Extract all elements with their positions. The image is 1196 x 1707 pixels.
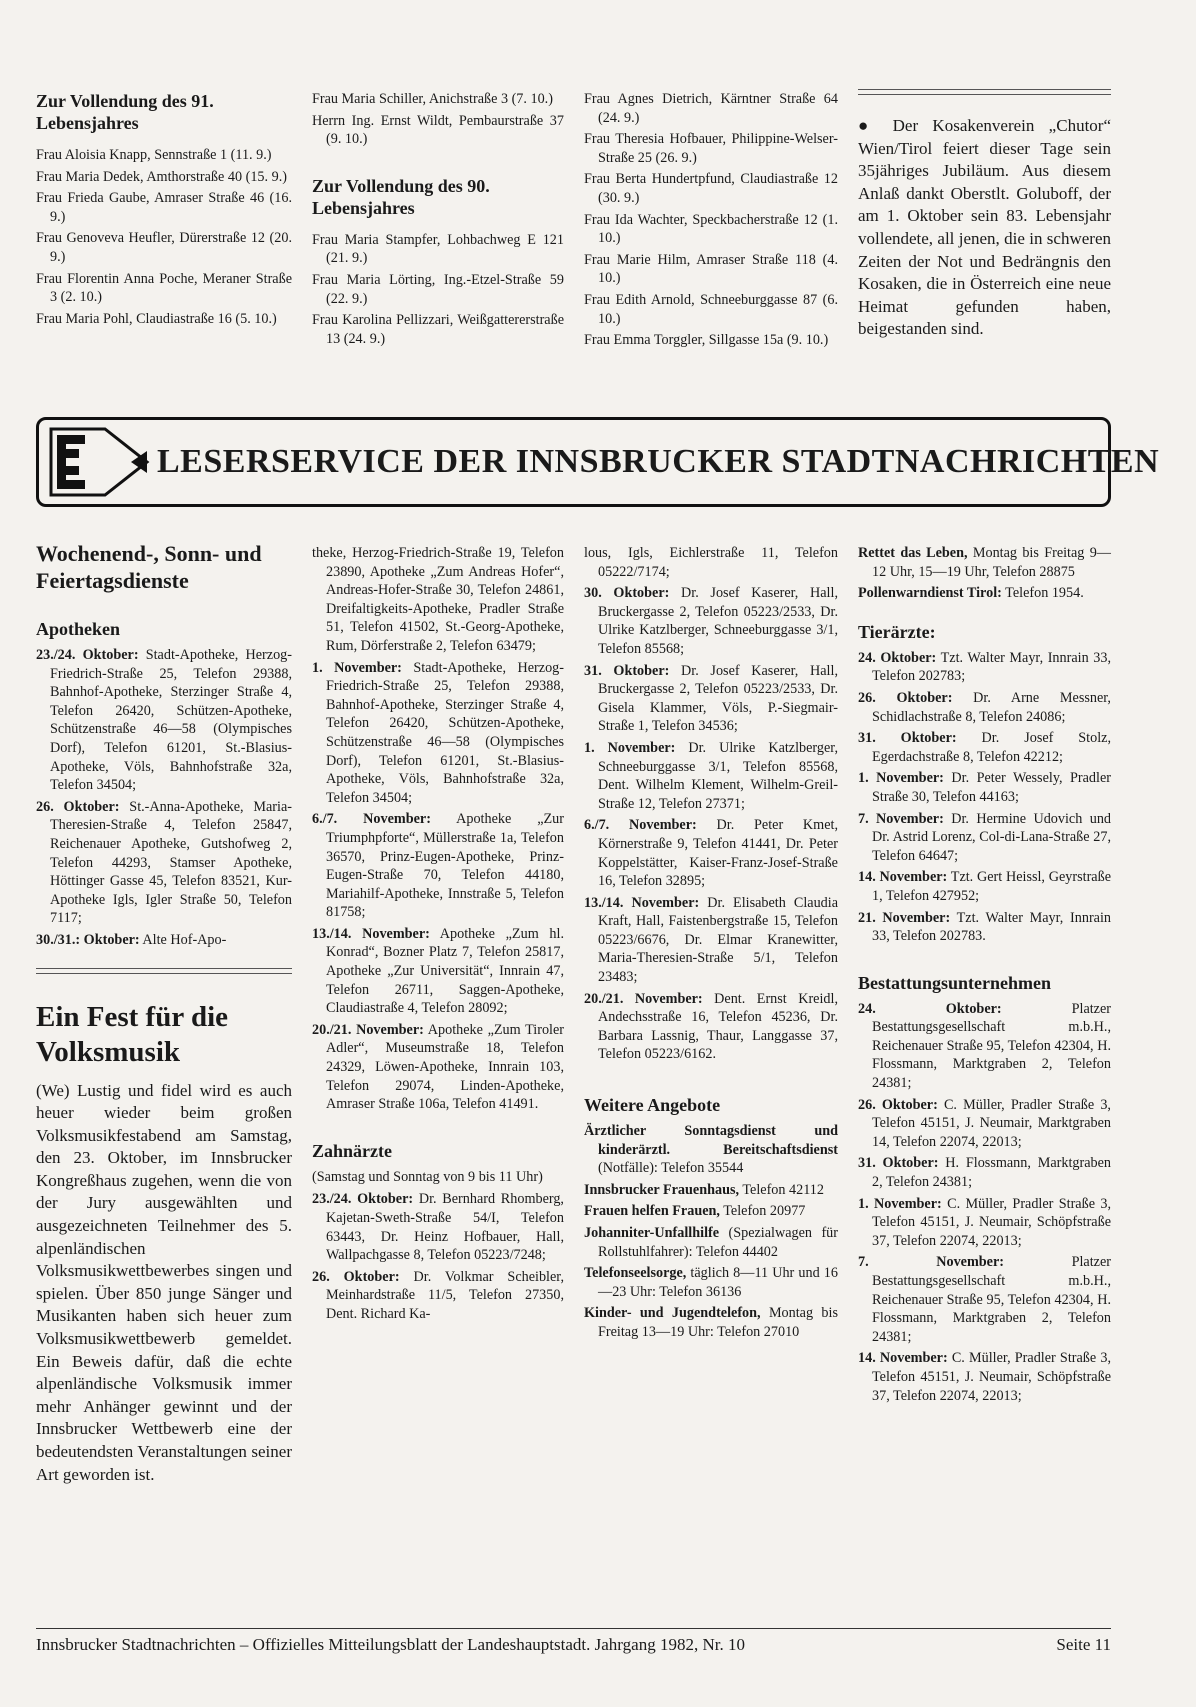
entry-lead: 24. Oktober: (858, 649, 937, 666)
list-item: Frau Karolina Pellizzari, Weißgattererstraße 13 (24. 9.) (312, 312, 564, 347)
list-90 (312, 231, 564, 349)
list-item (858, 584, 1111, 603)
entry-text: Stadt-Apotheke, Herzog-Friedrich-Straße 25, Telefon 29388, Bahnhof-Apotheke, Sterzinger Straße 4, Telefon 26420, Schützen-Apotheke, Schützenstraße 46—58 (Olympisches Dorf), Telefon 61201, St.-Blasius-Apotheke, Völs, Bahnhofstraße 32a, Telefon 34504; (326, 659, 564, 806)
entry-text: lous, Igls, Eichlerstraße 11, Telefon 05222/7174; (584, 545, 838, 580)
list-item: Frau Maria Dedek, Amthorstraße 40 (15. 9.) (36, 168, 287, 185)
list-weitere-angebote (584, 1122, 838, 1342)
list-item: Frau Maria Pohl, Claudiastraße 16 (5. 10.) (36, 310, 277, 327)
list-item: Frau Frieda Gaube, Amraser Straße 46 (16. 9.) (36, 190, 292, 225)
entry-lead: 26. Oktober: (858, 689, 953, 706)
list-item (858, 868, 1111, 905)
entry-text: Dr. Ulrike Katzlberger, Schneeburggasse 3/1, Telefon 85568, Dent. Wilhelm Klement, Wilhelm-Greil-Straße 12, Telefon 27371; (598, 739, 838, 812)
section-heading-dienste: Wochenend-, Sonn- und Feiertagsdienste (36, 541, 262, 593)
entry-lead: 30./31.: Oktober: (36, 931, 140, 948)
main-column-2 (312, 544, 564, 1327)
entry-text: Alte Hof-Apo- (139, 931, 227, 948)
entry-text: Apotheke „Zum hl. Konrad“, Bozner Platz 7, Telefon 25817, Apotheke „Zur Universität“, Innrain 47, Telefon 26711, Saggen-Apotheke, Claudiastraße 4, Telefon 28092; (326, 925, 564, 1017)
entry-lead: Kinder- und Jugendtelefon, (584, 1305, 761, 1322)
entry-text: Dr. Hermine Udovich und Dr. Astrid Lorenz, Col-di-Lana-Straße 27, Telefon 64647; (872, 810, 1112, 864)
fest-article: (We) Lustig und fidel wird es auch heuer wieder beim großen Volksmusikfestabend am Samstag, den 23. Oktober, im Innsbrucker Kongreßhaus zugehen, wenn die von der Jury ausgewählten und ausgezeichneten Teilnehmer des 5. alpenländischen Volksmusikwettbewerbes singen und spielen. Über 850 junge Sänger und Musikanten haben sich heuer zum Volksmusikwettbewerb gemeldet. Ein Beweis dafür, daß die echte alpenländische Volksmusik immer mehr Anhänger gewinnt und der Innsbrucker Wettbewerb eine der bedeutendsten Veranstaltungen seiner Art geworden ist. (36, 1080, 292, 1484)
entry-lead: 26. Oktober: (36, 798, 120, 815)
entry-text: Platzer Bestattungsgesellschaft m.b.H., Reichenauer Straße 95, Telefon 42304, H. Flossmann, Marktgraben 2, Telefon 24381; (872, 1000, 1111, 1092)
list-item (858, 544, 1111, 581)
entry-text: St.-Anna-Apotheke, Maria-Theresien-Straße 4, Telefon 25847, Reichenauer Apotheke, Gutshofweg 2, Telefon 44293, Stamser Apotheke, Höttinger Gasse 45, Telefon 83521, Kur-Apotheke Igls, Igler Straße 50, Telefon 7117; (50, 798, 292, 927)
entry-lead: 6./7. November: (584, 817, 697, 834)
list-item: Frau Emma Torggler, Sillgasse 15a (9. 10.) (584, 332, 829, 349)
list-item: Frau Maria Lörting, Ing.-Etzel-Straße 59 (22. 9.) (312, 271, 564, 307)
entry-text: Dr. Peter Kmet, Körnerstraße 9, Telefon 41441, Dr. Peter Koppelstätter, Kaiser-Franz-Josef-Straße 16, Telefon 32895; (598, 817, 838, 890)
list-item (36, 798, 292, 928)
main-column-1 (36, 540, 292, 1486)
subheading-zahnaerzte: Zahnärzte (312, 1140, 392, 1161)
entry-text: (Spezialwagen für Rollstuhlfahrer): Telefon 44402 (598, 1225, 838, 1260)
entry-lead: 13./14. November: (312, 925, 430, 942)
entry-text: Dr. Bernhard Rhomberg, Kajetan-Sweth-Straße 54/I, Telefon 63443, Dr. Heinz Hofbauer, Hall, Wallpachgasse 8, Telefon 05223/7248; (326, 1191, 564, 1264)
entry-text: Tzt. Walter Mayr, Innrain 33, Telefon 202783. (872, 909, 1111, 945)
entry-text: Montag bis Freitag 13—19 Uhr: Telefon 27010 (598, 1305, 838, 1340)
main-column-4 (858, 544, 1111, 1408)
list-item (584, 1224, 838, 1261)
entry-text: Tzt. Walter Mayr, Innrain 33, Telefon 202783; (872, 649, 1111, 685)
entry-lead: 31. Oktober: (858, 730, 957, 747)
list-item (858, 1195, 1111, 1251)
entry-lead: Johanniter-Unfallhilfe (584, 1225, 720, 1241)
list-item (584, 739, 838, 813)
list-item (36, 931, 292, 950)
entry-lead: 1. November: (858, 770, 944, 787)
entry-text: Dent. Ernst Kreidl, Andechsstraße 16, Telefon 45236, Dr. Barbara Lassnig, Thaur, Langgasse 37, Telefon 05223/6162. (598, 990, 839, 1063)
entry-lead: 1. November: (584, 739, 676, 756)
list-item (584, 894, 838, 987)
list-item (312, 1190, 564, 1264)
list-item (312, 925, 564, 1018)
list-item (312, 659, 564, 808)
entry-lead: 31. Oktober: (858, 1155, 939, 1172)
list-item (858, 1253, 1111, 1346)
footer-publication: Innsbrucker Stadtnachrichten – Offizielles Mitteilungsblatt der Landeshauptstadt. Jahrgang 1982, Nr. 10 (36, 1635, 745, 1654)
entry-text: Dr. Peter Wessely, Pradler Straße 30, Telefon 44163; (872, 770, 1111, 805)
entry-lead: Frauen helfen Frauen, (584, 1203, 720, 1220)
entry-text: Stadt-Apotheke, Herzog-Friedrich-Straße 25, Telefon 29388, Bahnhof-Apotheke, Sterzinger Straße 4, Telefon 26420, Schützen-Apotheke, Schützenstraße 46—58 (Olympisches Dorf), Telefon 61201, St.-Blasius-Apotheke, Völs, Bahnhofstraße 32a, Telefon 34504; (50, 647, 292, 794)
list-item (858, 1000, 1111, 1093)
entry-lead: 26. Oktober: (858, 1096, 938, 1113)
subheading-weitere-angebote: Weitere Angebote (584, 1095, 721, 1116)
list-item (312, 1021, 564, 1114)
top-column-1 (36, 90, 292, 331)
entry-text: (Notfälle): Telefon 35544 (598, 1160, 744, 1177)
entry-lead: 7. November: (858, 1254, 1004, 1271)
entry-text: Dr. Volkmar Scheibler, Meinhardstraße 11/5, Telefon 27350, Dent. Richard Ka- (326, 1268, 564, 1322)
list-services (858, 544, 1111, 603)
banner-title: LESERSERVICE DER INNSBRUCKER STADTNACHRICHTEN (157, 443, 1160, 480)
bullet-icon: ● (858, 116, 879, 135)
entry-text: C. Müller, Pradler Straße 3, Telefon 45151, J. Neumair, Schöpfstraße 37, Telefon 22074, 22013; (872, 1195, 1111, 1249)
entry-text: C. Müller, Pradler Straße 3, Telefon 45151, J. Neumair, Marktgraben 14, Telefon 22074, 22013; (872, 1096, 1111, 1150)
entry-text: Montag bis Freitag 9—12 Uhr, 15—19 Uhr, Telefon 28875 (872, 545, 1111, 580)
list-zahnaerzte-continued (584, 544, 838, 1064)
list-item (858, 810, 1111, 866)
list-item (312, 544, 564, 656)
list-item (858, 689, 1111, 726)
list-item (584, 816, 838, 890)
list-item: Frau Maria Schiller, Anichstraße 3 (7. 10.) (312, 91, 553, 107)
entry-text: Dr. Arne Messner, Schidlachstraße 8, Telefon 24086; (872, 689, 1111, 725)
entry-text: Apotheke „Zum Tiroler Adler“, Museumstraße 18, Telefon 24329, Löwen-Apotheke, Innrain 103, Telefon 29074, Linden-Apotheke, Amraser Straße 106a, Telefon 41491. (326, 1021, 564, 1113)
list-bestattung (858, 1000, 1111, 1405)
list-item (858, 649, 1111, 686)
list-item (584, 1264, 838, 1301)
entry-text: Telefon 42112 (739, 1181, 824, 1198)
entry-lead: 14. November: (858, 1350, 948, 1367)
top-column-4-rule (858, 89, 1111, 95)
kosakenverein-text: Der Kosakenverein „Chutor“ Wien/Tirol feiert dieser Tage sein 35jähriges Jubiläum. Aus diesem Anlaß dankt Oberstlt. Goluboff, der am 1. Oktober sein 83. Lebensjahr vollendete, all jenen, die in schweren Zeiten der Not und Bedrängnis den Kosaken, die in Österreich eine neue Heimat gefunden haben, beigestanden sind. (858, 116, 1111, 339)
entry-lead: 7. November: (858, 810, 944, 827)
entry-lead: Rettet das Leben, (858, 545, 968, 561)
list-item (312, 1268, 564, 1324)
list-item (36, 646, 292, 795)
heading-91: Zur Vollendung des 91. Lebensjahres (36, 91, 214, 133)
entry-text: Dr. Josef Kaserer, Hall, Bruckergasse 2, Telefon 05223/2533, Dr. Gisela Klammer, Völs, P.-Siegmair-Straße 1, Telefon 34536; (598, 662, 838, 735)
list-item (858, 769, 1111, 806)
page-number: Seite 11 (1056, 1635, 1111, 1654)
list-item (584, 662, 838, 736)
list-item: Frau Genoveva Heufler, Dürerstraße 12 (20. 9.) (36, 230, 292, 265)
entry-text: C. Müller, Pradler Straße 3, Telefon 45151, J. Neumair, Schöpfstraße 37, Telefon 22074, 22013; (872, 1350, 1111, 1404)
list-item (584, 1122, 838, 1178)
entry-text: Dr. Josef Stolz, Egerdachstraße 8, Telefon 42212; (872, 730, 1111, 765)
entry-lead: Innsbrucker Frauenhaus, (584, 1181, 740, 1198)
list-item (858, 1349, 1111, 1405)
list-item (584, 1181, 838, 1200)
list-item: Frau Florentin Anna Poche, Meraner Straße 3 (2. 10.) (36, 270, 292, 306)
entry-lead: 14. November: (858, 869, 948, 886)
subheading-bestattung: Bestattungsunternehmen (858, 972, 1052, 993)
zahnaerzte-note: (Samstag und Sonntag von 9 bis 11 Uhr) (312, 1168, 543, 1185)
list-item: Frau Maria Stampfer, Lohbachweg E 121 (21. 9.) (312, 231, 564, 267)
entry-lead: 26. Oktober: (312, 1268, 400, 1285)
main-column-3 (584, 544, 838, 1345)
entry-text: Tzt. Gert Heissl, Geyrstraße 1, Telefon 427952; (872, 869, 1111, 904)
entry-lead: 13./14. November: (584, 894, 700, 911)
top-column-4 (858, 115, 1111, 341)
entry-lead: Telefonseelsorge, (584, 1265, 687, 1282)
entry-lead: 1. November: (858, 1195, 942, 1212)
entry-text: täglich 8—11 Uhr und 16—23 Uhr: Telefon 36136 (598, 1265, 838, 1300)
fest-divider (36, 968, 292, 974)
entry-lead: 24. Oktober: (858, 1000, 1002, 1017)
list-item (584, 990, 838, 1064)
leserservice-banner (36, 417, 1160, 507)
entry-lead: Pollenwarndienst Tirol: (858, 585, 1002, 602)
list-apotheken-continued (312, 544, 564, 1114)
entry-lead: 21. November: (858, 909, 951, 926)
list-item: Frau Agnes Dietrich, Kärntner Straße 64 (24. 9.) (584, 91, 838, 126)
entry-lead: 23./24. Oktober: (36, 647, 139, 663)
entry-text: theke, Herzog-Friedrich-Straße 19, Telefon 23890, Apotheke „Zum Andreas Hofer“, Andreas-Hofer-Straße 30, Telefon 24861, Dreifaltigkeits-Apotheke, Pradler Straße 51, Telefon 41502, St.-Georg-Apotheke, Rum, Dörferstraße 2, Telefon 63479; (312, 545, 564, 654)
list-item (858, 729, 1111, 766)
list-item (858, 909, 1111, 946)
list-item: Frau Theresia Hofbauer, Philippine-Welser-Straße 25 (26. 9.) (584, 131, 838, 166)
list-apotheken (36, 646, 292, 950)
stadtnachrichten-arrow-logo-icon (47, 423, 153, 501)
list-item (584, 1202, 838, 1221)
entry-text: Telefon 20977 (719, 1203, 806, 1220)
list-item: Frau Ida Wachter, Speckbacherstraße 12 (1. 10.) (584, 211, 838, 247)
entry-lead: 30. Oktober: (584, 585, 670, 602)
entry-lead: 31. Oktober: (584, 662, 670, 679)
list-item (584, 584, 838, 658)
fest-title: Ein Fest für die Volksmusik (36, 1000, 228, 1068)
entry-lead: 1. November: (312, 659, 402, 676)
list-item: Herrn Ing. Ernst Wildt, Pembaurstraße 37 (9. 10.) (312, 112, 564, 148)
list-item: Frau Edith Arnold, Schneeburggasse 87 (6. 10.) (584, 291, 838, 327)
entry-text: Apotheke „Zur Triumphpforte“, Müllerstraße 1a, Telefon 36570, Prinz-Eugen-Apotheke, Prinz-Eugen-Straße 70, Telefon 44180, Mariahilf-Apotheke, Innstraße 5, Telefon 81758; (326, 811, 564, 921)
kosakenverein-notice (858, 115, 1111, 341)
entry-lead: Ärztlicher Sonntagsdienst und kinderärztl. Bereitschaftsdienst (584, 1123, 838, 1158)
subheading-tieraerzte: Tierärzte: (858, 621, 936, 642)
entry-lead: 20./21. November: (584, 990, 703, 1007)
page-footer (36, 1628, 1111, 1655)
entry-lead: 23./24. Oktober: (312, 1191, 414, 1208)
entry-lead: 20./21. November: (312, 1021, 424, 1038)
entry-text: H. Flossmann, Marktgraben 2, Telefon 24381; (872, 1155, 1111, 1191)
list-item (858, 1096, 1111, 1152)
entry-text: Platzer Bestattungsgesellschaft m.b.H., Reichenauer Straße 95, Telefon 42304, H. Flossmann, Marktgraben 2, Telefon 24381; (872, 1254, 1111, 1345)
list-tieraerzte (858, 649, 1111, 946)
list-91-continued (312, 90, 564, 149)
top-column-2 (312, 90, 564, 351)
list-90-continued (584, 90, 838, 350)
subheading-apotheken: Apotheken (36, 619, 121, 639)
entry-text: Dr. Elisabeth Claudia Kraft, Hall, Faistenbergstraße 15, Telefon 05223/6676, Dr. Elmar Kranewitter, Maria-Theresien-Straße 5/1, Telefon 23483; (598, 894, 839, 986)
heading-90: Zur Vollendung des 90. Lebensjahres (312, 175, 490, 218)
entry-lead: 6./7. November: (312, 811, 431, 828)
entry-text: Dr. Josef Kaserer, Hall, Bruckergasse 2, Telefon 05223/2533, Dr. Ulrike Katzlberger, Schneeburggasse 3/1, Telefon 85568; (598, 585, 838, 657)
list-91 (36, 146, 292, 328)
entry-text: Telefon 1954. (1001, 585, 1084, 602)
list-item: Frau Berta Hundertpfund, Claudiastraße 12 (30. 9.) (584, 171, 838, 206)
list-item (312, 810, 564, 922)
list-item (584, 544, 838, 581)
list-item (584, 1304, 838, 1341)
list-item: Frau Aloisia Knapp, Sennstraße 1 (11. 9.) (36, 147, 272, 163)
list-item (858, 1154, 1111, 1191)
list-zahnaerzte (312, 1190, 564, 1323)
top-column-3 (584, 90, 838, 353)
list-item: Frau Marie Hilm, Amraser Straße 118 (4. 10.) (584, 251, 838, 287)
